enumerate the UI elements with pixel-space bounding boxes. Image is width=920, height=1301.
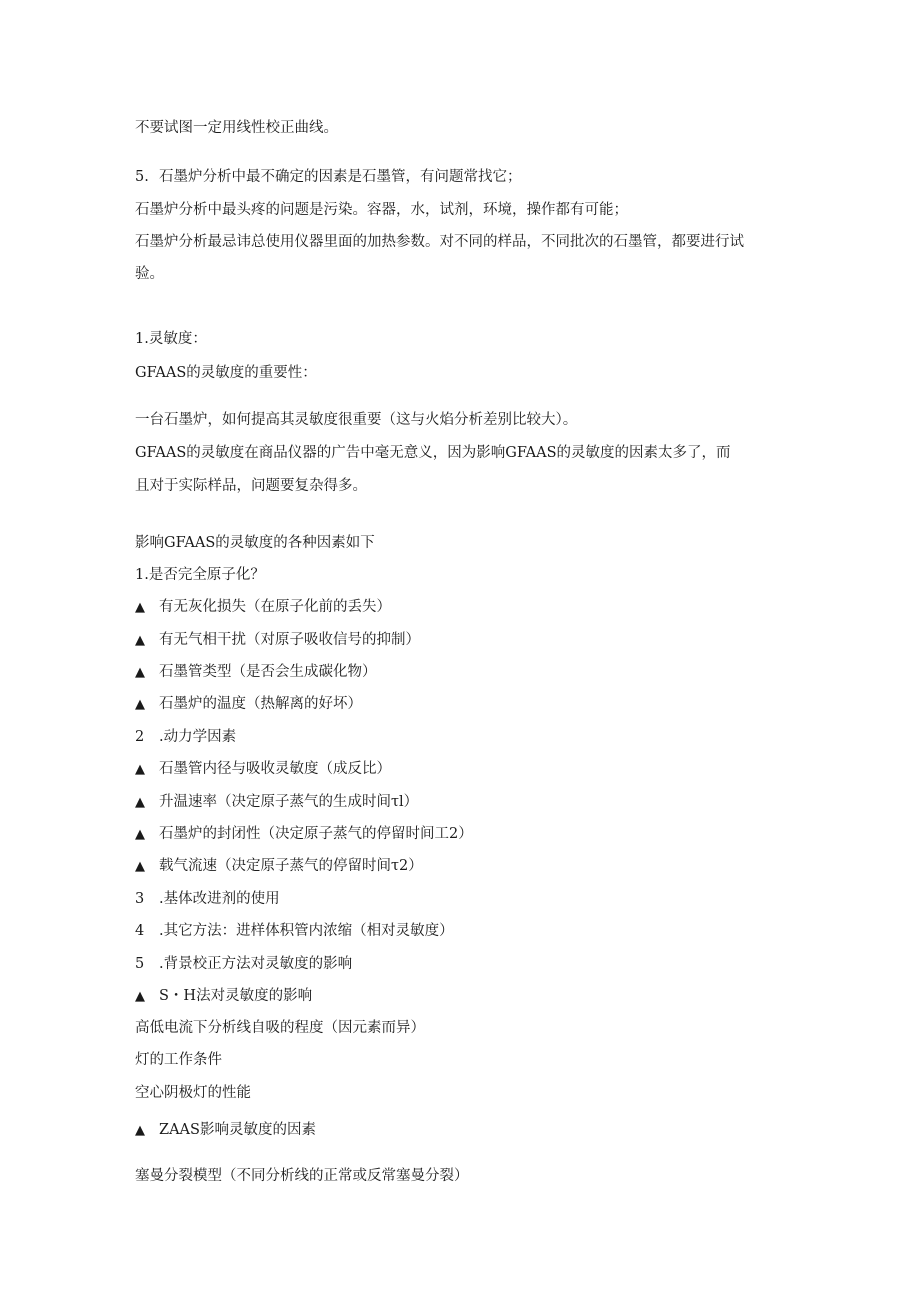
triangle-bullet-icon: ▲ xyxy=(135,697,145,712)
text-line: 灯的工作条件 xyxy=(135,1052,222,1068)
list-heading xyxy=(135,889,280,909)
bullet-item xyxy=(135,824,473,845)
list-heading: 1.是否完全原子化？ xyxy=(135,567,265,583)
bullet-text: 有无灰化损失（在原子化前的丢失） xyxy=(159,599,391,615)
bullet-item xyxy=(135,986,312,1007)
text-line: 空心阴极灯的性能 xyxy=(135,1085,251,1101)
bullet-text: 有无气相干扰（对原子吸收信号的抑制） xyxy=(159,632,420,648)
bullet-item xyxy=(135,759,391,780)
bullet-item xyxy=(135,792,418,813)
item-number: 2 xyxy=(135,729,145,745)
triangle-bullet-icon: ▲ xyxy=(135,795,145,810)
bullet-item xyxy=(135,630,420,651)
triangle-bullet-icon: ▲ xyxy=(135,989,145,1004)
text-line: 石墨炉分析最忌讳总使用仪器里面的加热参数。对不同的样品，不同批次的石墨管，都要进行试 xyxy=(135,234,744,250)
item-text: .背景校正方法对灵敏度的影响 xyxy=(159,956,353,972)
bullet-text: 石墨管内径与吸收灵敏度（成反比） xyxy=(159,761,391,777)
list-heading xyxy=(135,921,454,941)
triangle-bullet-icon: ▲ xyxy=(135,859,145,874)
text-line: GFAAS的灵敏度在商品仪器的广告中毫无意义，因为影响GFAAS的灵敏度的因素太多了，而 xyxy=(135,445,731,461)
triangle-bullet-icon: ▲ xyxy=(135,827,145,842)
section-heading: 1.灵敏度： xyxy=(135,331,207,347)
triangle-bullet-icon: ▲ xyxy=(135,665,145,680)
text-line: 一台石墨炉，如何提高其灵敏度很重要（这与火焰分析差别比较大）。 xyxy=(135,412,578,428)
bullet-text: 升温速率（决定原子蒸气的生成时间τl） xyxy=(159,794,419,810)
bullet-item xyxy=(135,1120,316,1141)
triangle-bullet-icon: ▲ xyxy=(135,1123,145,1138)
bullet-text: 石墨炉的温度（热解离的好坏） xyxy=(159,696,362,712)
item-number: 4 xyxy=(135,923,145,939)
text-line: 塞曼分裂模型（不同分析线的正常或反常塞曼分裂） xyxy=(135,1168,469,1184)
triangle-bullet-icon: ▲ xyxy=(135,600,145,615)
bullet-text: 载气流速（决定原子蒸气的停留时间τ2） xyxy=(159,858,423,874)
bullet-text: 石墨炉的封闭性（决定原子蒸气的停留时间工2） xyxy=(159,826,473,842)
text-line: GFAAS的灵敏度的重要性： xyxy=(135,365,317,381)
text-line: 不要试图一定用线性校正曲线。 xyxy=(135,120,338,136)
bullet-text: ZAAS影响灵敏度的因素 xyxy=(159,1122,316,1138)
numbered-item-5 xyxy=(135,167,522,187)
text-line: 影响GFAAS的灵敏度的各种因素如下 xyxy=(135,535,375,551)
bullet-item xyxy=(135,597,391,618)
text-line: 且对于实际样品，问题要复杂得多。 xyxy=(135,478,367,494)
triangle-bullet-icon: ▲ xyxy=(135,633,145,648)
item-number: 3 xyxy=(135,891,145,907)
bullet-text: S・H法对灵敏度的影响 xyxy=(159,988,313,1004)
item-text: .其它方法：进样体积管内浓缩（相对灵敏度） xyxy=(159,923,454,939)
text-line: 高低电流下分析线自吸的程度（因元素而异） xyxy=(135,1020,425,1036)
bullet-item xyxy=(135,856,423,877)
item-text: 石墨炉分析中最不确定的因素是石墨管，有问题常找它； xyxy=(159,169,522,185)
bullet-item xyxy=(135,662,377,683)
item-number: 5 xyxy=(135,956,145,972)
text-line: 验。 xyxy=(135,266,164,282)
bullet-item xyxy=(135,694,362,715)
list-heading xyxy=(135,727,236,747)
item-text: .动力学因素 xyxy=(159,729,237,745)
triangle-bullet-icon: ▲ xyxy=(135,762,145,777)
list-heading xyxy=(135,954,352,974)
item-text: .基体改进剂的使用 xyxy=(159,891,280,907)
text-line: 石墨炉分析中最头疼的问题是污染。容器，水，试剂，环境，操作都有可能； xyxy=(135,202,628,218)
item-number: 5. xyxy=(135,169,149,185)
bullet-text: 石墨管类型（是否会生成碳化物） xyxy=(159,664,377,680)
